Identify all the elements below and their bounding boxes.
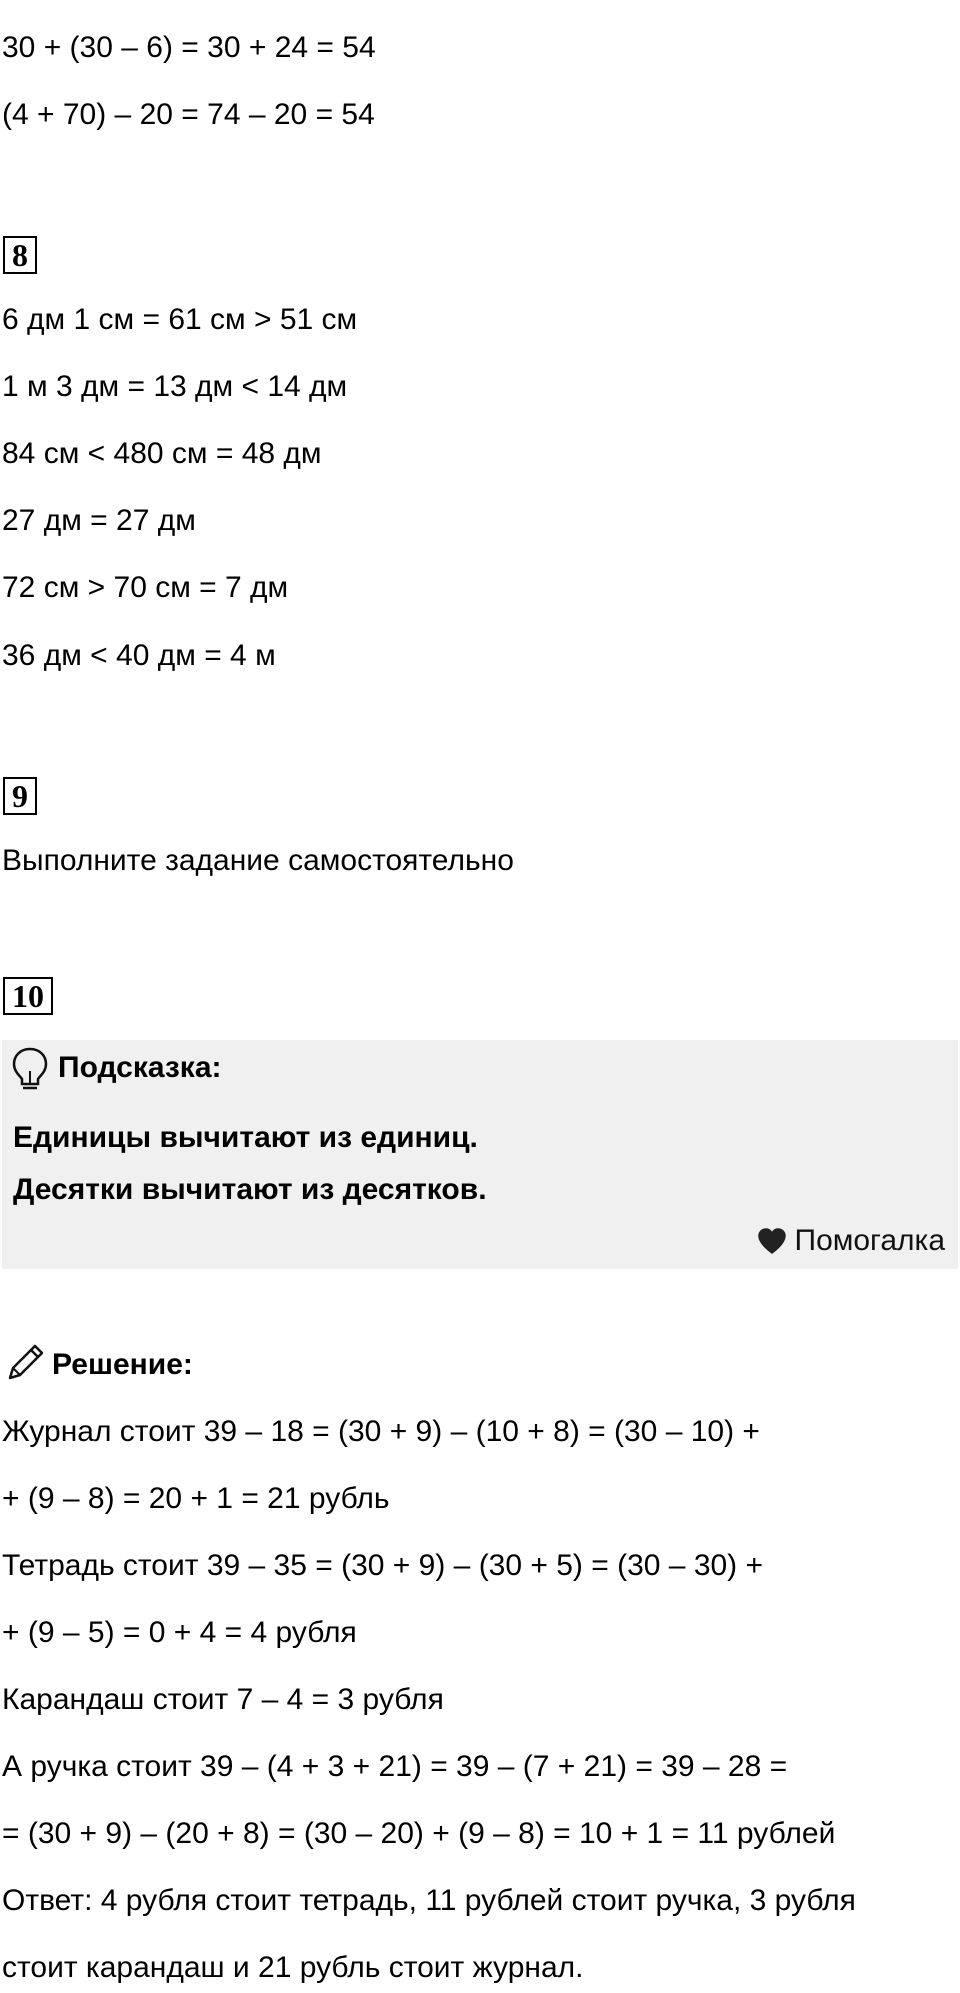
solution-line: А ручка стоит 39 – (4 + 3 + 21) = 39 – (7 + 21) = 39 – 28 =: [2, 1750, 788, 1783]
brand-link[interactable]: [757, 1221, 946, 1261]
brand-label: Помогалка: [794, 1224, 945, 1257]
solution-line: = (30 + 9) – (20 + 8) = (30 – 20) + (9 – 8) = 10 + 1 = 11 рублей: [2, 1817, 836, 1850]
comparison-line: 84 см < 480 см = 48 дм: [2, 437, 322, 470]
equation-line: (4 + 70) – 20 = 74 – 20 = 54: [2, 98, 375, 131]
solution-line: Тетрадь стоит 39 – 35 = (30 + 9) – (30 + 5) = (30 – 30) +: [2, 1549, 764, 1582]
comparison-line: 27 дм = 27 дм: [2, 504, 196, 537]
hint-line: Единицы вычитают из единиц.: [13, 1121, 478, 1154]
task-number-10: 10: [3, 977, 53, 1015]
solution-line: Журнал стоит 39 – 18 = (30 + 9) – (10 + 8) = (30 – 10) +: [2, 1415, 760, 1448]
solution-line: Карандаш стоит 7 – 4 = 3 рубля: [2, 1683, 444, 1716]
task-number-9: 9: [3, 777, 37, 815]
hint-line: Десятки вычитают из десятков.: [13, 1173, 487, 1206]
solution-line: + (9 – 8) = 20 + 1 = 21 рубль: [2, 1482, 390, 1515]
pencil-icon: [4, 1340, 48, 1384]
comparison-line: 72 см > 70 см = 7 дм: [2, 571, 289, 604]
solution-line: + (9 – 5) = 0 + 4 = 4 рубля: [2, 1616, 357, 1649]
comparison-line: 36 дм < 40 дм = 4 м: [2, 639, 276, 672]
equation-line: 30 + (30 – 6) = 30 + 24 = 54: [2, 31, 376, 64]
comparison-line: 1 м 3 дм = 13 дм < 14 дм: [2, 370, 348, 403]
hint-title: Подсказка:: [58, 1051, 222, 1084]
solution-line: Ответ: 4 рубля стоит тетрадь, 11 рублей стоит ручка, 3 рубля: [2, 1884, 856, 1917]
comparison-line: 6 дм 1 см = 61 см > 51 см: [2, 303, 358, 336]
solution-title: Решение:: [52, 1348, 193, 1381]
task-number-8: 8: [3, 236, 37, 274]
lightbulb-icon: [10, 1046, 50, 1092]
solution-line: стоит карандаш и 21 рубль стоит журнал.: [2, 1951, 584, 1984]
heart-icon: [757, 1227, 787, 1255]
task9-text: Выполните задание самостоятельно: [2, 844, 514, 877]
